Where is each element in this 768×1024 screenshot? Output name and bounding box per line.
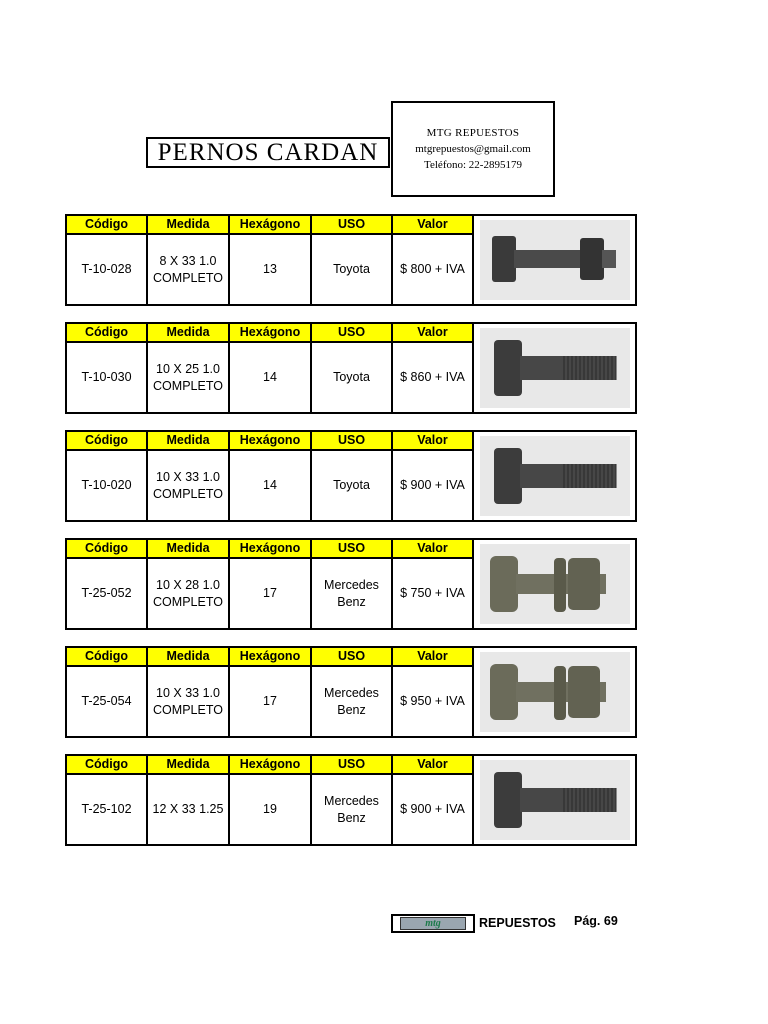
cell-medida-text: 10 X 28 1.0 xyxy=(156,577,220,592)
bolt-image xyxy=(480,328,630,408)
header-codigo: Código xyxy=(67,216,148,235)
header-medida: Medida xyxy=(148,648,230,667)
cell-hexagono xyxy=(230,343,312,412)
header-hexagono: Hexágono xyxy=(230,540,312,559)
header-uso: USO xyxy=(312,216,393,235)
cell-valor-text: $ 860 + IVA xyxy=(400,370,465,384)
cell-uso-text: Benz xyxy=(337,702,366,717)
cell-uso-text: Toyota xyxy=(333,262,370,276)
cell-medida-text: COMPLETO xyxy=(153,702,223,717)
header-medida: Medida xyxy=(148,540,230,559)
cell-uso xyxy=(312,775,393,844)
cell-codigo-text: T-10-030 xyxy=(81,370,132,384)
header-codigo: Código xyxy=(67,324,148,343)
cell-valor xyxy=(393,559,474,628)
cell-medida xyxy=(148,451,230,520)
header-valor: Valor xyxy=(393,540,474,559)
header-hexagono: Hexágono xyxy=(230,648,312,667)
header-medida: Medida xyxy=(148,324,230,343)
header-valor: Valor xyxy=(393,432,474,451)
cell-medida-text: 10 X 25 1.0 xyxy=(156,361,220,376)
cell-codigo xyxy=(67,559,148,628)
product-table xyxy=(65,754,637,846)
product-table xyxy=(65,646,637,738)
cell-codigo-text: T-25-052 xyxy=(81,586,132,600)
footer-logo-mark: mtg xyxy=(400,917,466,930)
page-title: PERNOS CARDAN xyxy=(146,137,390,168)
header-valor: Valor xyxy=(393,756,474,775)
header-valor: Valor xyxy=(393,324,474,343)
cell-hexagono xyxy=(230,559,312,628)
cell-codigo-text: T-10-028 xyxy=(81,262,132,276)
cell-uso-text: Mercedes xyxy=(324,577,379,592)
header-uso: USO xyxy=(312,432,393,451)
header-valor: Valor xyxy=(393,648,474,667)
cell-codigo xyxy=(67,235,148,304)
cell-codigo-text: T-25-054 xyxy=(81,694,132,708)
product-photo xyxy=(474,216,635,304)
cell-uso-text: Benz xyxy=(337,810,366,825)
header-uso: USO xyxy=(312,756,393,775)
product-table xyxy=(65,322,637,414)
cell-hexagono-text: 17 xyxy=(263,694,277,708)
cell-valor-text: $ 950 + IVA xyxy=(400,694,465,708)
product-photo xyxy=(474,756,635,844)
cell-medida xyxy=(148,235,230,304)
cell-hexagono xyxy=(230,235,312,304)
cell-medida-text: 12 X 33 1.25 xyxy=(152,802,224,816)
company-name: MTG REPUESTOS xyxy=(426,127,520,139)
footer-logo xyxy=(391,914,475,933)
header-medida: Medida xyxy=(148,216,230,235)
header-medida: Medida xyxy=(148,756,230,775)
cell-valor-text: $ 750 + IVA xyxy=(400,586,465,600)
cell-uso-text: Mercedes xyxy=(324,685,379,700)
cell-uso-text: Toyota xyxy=(333,478,370,492)
cell-valor-text: $ 900 + IVA xyxy=(400,802,465,816)
cell-hexagono xyxy=(230,775,312,844)
bolt-with-washer-and-nut-image xyxy=(480,544,630,624)
header-codigo: Código xyxy=(67,432,148,451)
cell-uso xyxy=(312,451,393,520)
product-photo xyxy=(474,648,635,736)
cell-uso xyxy=(312,343,393,412)
cell-uso-text: Mercedes xyxy=(324,793,379,808)
header-hexagono: Hexágono xyxy=(230,216,312,235)
cell-hexagono xyxy=(230,451,312,520)
cell-medida xyxy=(148,775,230,844)
product-photo xyxy=(474,324,635,412)
header-codigo: Código xyxy=(67,540,148,559)
cell-uso xyxy=(312,667,393,736)
header-codigo: Código xyxy=(67,648,148,667)
bolt-with-nut-image xyxy=(480,220,630,300)
cell-medida xyxy=(148,667,230,736)
cell-valor xyxy=(393,667,474,736)
cell-uso xyxy=(312,559,393,628)
company-email: mtgrepuestos@gmail.com xyxy=(415,143,531,155)
company-phone: Teléfono: 22-2895179 xyxy=(424,159,522,171)
cell-medida-text: COMPLETO xyxy=(153,486,223,501)
cell-codigo xyxy=(67,775,148,844)
header-uso: USO xyxy=(312,540,393,559)
cell-codigo xyxy=(67,667,148,736)
cell-valor xyxy=(393,343,474,412)
header-hexagono: Hexágono xyxy=(230,432,312,451)
bolt-image xyxy=(480,436,630,516)
bolt-image xyxy=(480,760,630,840)
cell-uso-text: Toyota xyxy=(333,370,370,384)
header-uso: USO xyxy=(312,324,393,343)
bolt-with-washer-and-nut-image xyxy=(480,652,630,732)
header-hexagono: Hexágono xyxy=(230,324,312,343)
cell-valor xyxy=(393,775,474,844)
header-valor: Valor xyxy=(393,216,474,235)
cell-uso-text: Benz xyxy=(337,594,366,609)
cell-uso xyxy=(312,235,393,304)
header-medida: Medida xyxy=(148,432,230,451)
cell-medida xyxy=(148,343,230,412)
header-codigo: Código xyxy=(67,756,148,775)
cell-codigo-text: T-10-020 xyxy=(81,478,132,492)
cell-codigo xyxy=(67,343,148,412)
cell-hexagono-text: 13 xyxy=(263,262,277,276)
cell-medida-text: COMPLETO xyxy=(153,270,223,285)
cell-medida-text: 10 X 33 1.0 xyxy=(156,469,220,484)
product-table xyxy=(65,214,637,306)
cell-medida xyxy=(148,559,230,628)
cell-codigo xyxy=(67,451,148,520)
cell-valor xyxy=(393,451,474,520)
header-uso: USO xyxy=(312,648,393,667)
cell-valor-text: $ 800 + IVA xyxy=(400,262,465,276)
cell-medida-text: 10 X 33 1.0 xyxy=(156,685,220,700)
cell-hexagono-text: 14 xyxy=(263,370,277,384)
product-table xyxy=(65,538,637,630)
cell-medida-text: COMPLETO xyxy=(153,594,223,609)
cell-valor xyxy=(393,235,474,304)
header-hexagono: Hexágono xyxy=(230,756,312,775)
cell-medida-text: 8 X 33 1.0 xyxy=(159,253,217,268)
cell-hexagono-text: 14 xyxy=(263,478,277,492)
cell-hexagono-text: 19 xyxy=(263,802,277,816)
cell-valor-text: $ 900 + IVA xyxy=(400,478,465,492)
page-number: Pág. 69 xyxy=(574,914,618,928)
contact-box xyxy=(391,101,555,197)
product-photo xyxy=(474,432,635,520)
cell-codigo-text: T-25-102 xyxy=(81,802,132,816)
cell-medida-text: COMPLETO xyxy=(153,378,223,393)
cell-hexagono xyxy=(230,667,312,736)
product-photo xyxy=(474,540,635,628)
product-table xyxy=(65,430,637,522)
footer-label: REPUESTOS xyxy=(479,916,556,930)
cell-hexagono-text: 17 xyxy=(263,586,277,600)
